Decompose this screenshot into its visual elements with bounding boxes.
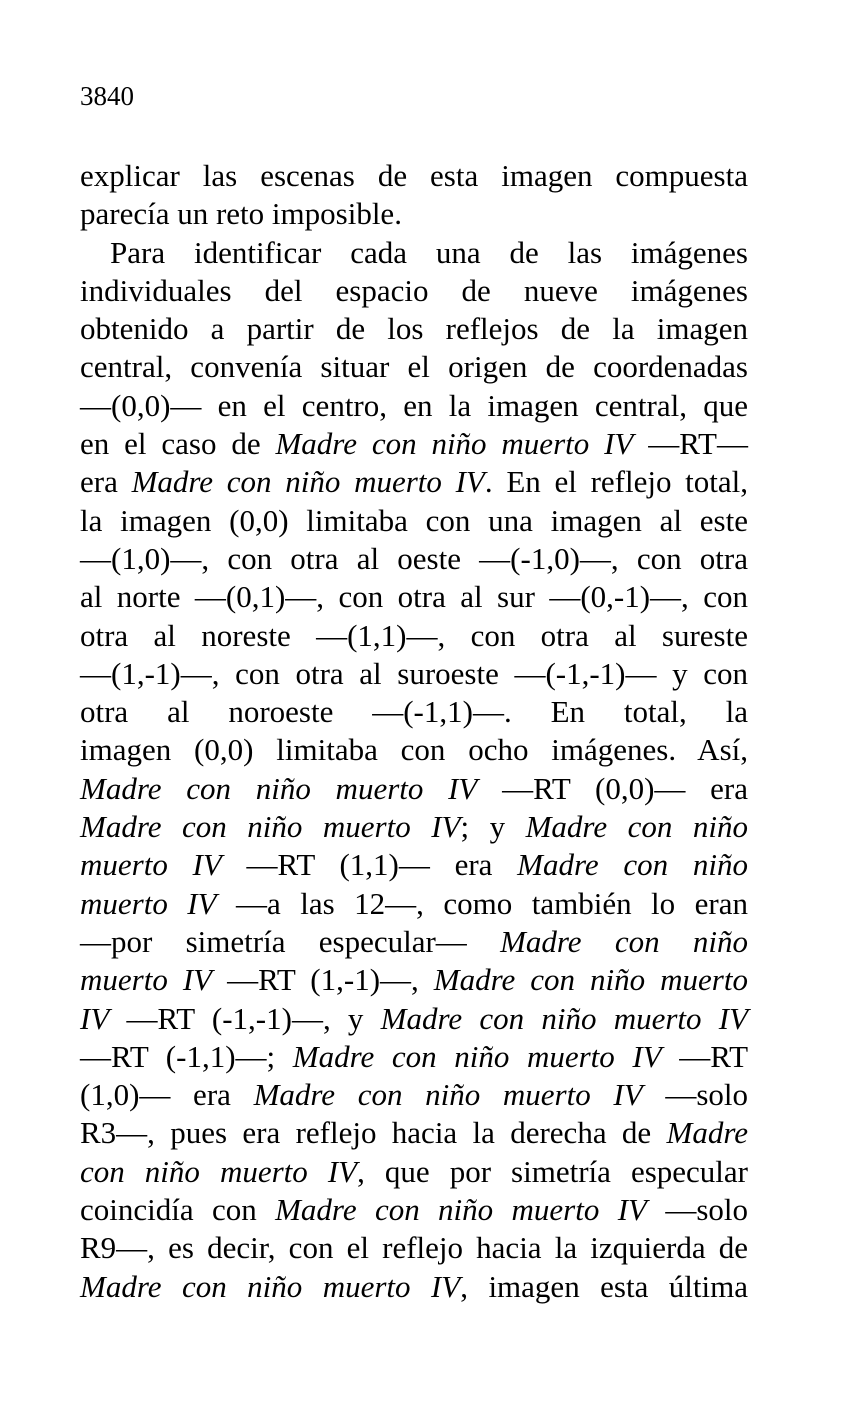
text-segment: en el caso de: [80, 426, 276, 462]
italic-title-segment: Madre con niño muerto IV: [292, 1038, 662, 1074]
text-segment: al norte —(0,1)—, con otra al sur —(0,-1)—, con: [80, 579, 748, 615]
text-segment: otra al noreste —(1,1)—, con otra al sureste: [80, 617, 748, 653]
text-line: [80, 463, 748, 501]
page-number: 3840: [80, 81, 134, 111]
italic-title-segment: muerto IV: [80, 962, 213, 998]
text-segment: —solo: [642, 1077, 748, 1113]
text-segment: —solo: [646, 1192, 748, 1228]
text-segment: —a las 12—, como también lo eran: [216, 885, 748, 921]
text-segment: —(0,0)— en el centro, en la imagen central, que: [80, 387, 748, 423]
text-line: [80, 502, 748, 540]
text-segment: R3—, pues era reflejo hacia la derecha de: [80, 1115, 667, 1151]
text-segment: , que por simetría especular: [357, 1153, 748, 1189]
text-segment: la imagen (0,0) limitaba con una imagen al este: [80, 502, 748, 538]
italic-title-segment: Madre con niño muerto IV: [253, 1077, 643, 1113]
text-line: [80, 348, 748, 386]
text-line: [80, 1268, 748, 1306]
text-segment: parecía un reto imposible.: [80, 196, 402, 232]
text-line: [80, 1038, 748, 1076]
italic-title-segment: Madre con niño muerto IV: [80, 770, 478, 806]
text-segment: —RT—: [633, 426, 748, 462]
text-segment: R9—, es decir, con el reflejo hacia la izquierda de: [80, 1230, 748, 1266]
italic-title-segment: Madre con niño: [517, 847, 748, 883]
text-line: [80, 885, 748, 923]
italic-title-segment: Madre con niño muerto IV: [131, 464, 485, 500]
text-line: [80, 234, 748, 272]
italic-title-segment: Madre con niño muerto IV: [80, 1268, 461, 1304]
text-line: [80, 425, 748, 463]
text-segment: —(1,0)—, con otra al oeste —(-1,0)—, con otra: [80, 540, 748, 576]
text-line: [80, 770, 748, 808]
text-segment: (1,0)— era: [80, 1077, 254, 1113]
text-line: [80, 1076, 748, 1114]
text-line: [80, 272, 748, 310]
text-segment: era: [80, 464, 132, 500]
text-segment: —RT: [661, 1038, 748, 1074]
text-segment: —RT (-1,-1)—, y: [109, 1000, 381, 1036]
text-segment: . En el reflejo total,: [484, 464, 749, 500]
italic-title-segment: Madre con niño muerto IV: [275, 1192, 647, 1228]
text-line: [80, 578, 748, 616]
text-line: [80, 617, 748, 655]
text-segment: coincidía con: [80, 1192, 276, 1228]
text-line: [80, 1229, 748, 1267]
text-line: [80, 157, 748, 195]
text-line: [80, 1191, 748, 1229]
text-line: [80, 846, 748, 884]
text-line: [80, 808, 748, 846]
text-segment: —RT (1,-1)—,: [212, 962, 434, 998]
italic-title-segment: con niño muerto IV: [80, 1153, 358, 1189]
italic-title-segment: muerto IV: [80, 885, 217, 921]
text-line: [80, 655, 748, 693]
text-line: [80, 693, 748, 731]
italic-title-segment: Madre con niño muerto IV: [275, 426, 634, 462]
body-text: [80, 157, 748, 1306]
italic-title-segment: Madre: [666, 1115, 748, 1151]
text-segment: individuales del espacio de nueve imágenes: [80, 272, 748, 308]
text-segment: —RT (0,0)— era: [477, 770, 748, 806]
text-segment: explicar las escenas de esta imagen compuesta: [80, 158, 748, 193]
italic-title-segment: Madre con niño: [500, 923, 748, 959]
text-line: [80, 1153, 748, 1191]
text-segment: —RT (1,1)— era: [221, 847, 518, 883]
text-line: [80, 731, 748, 769]
text-line: [80, 195, 748, 233]
italic-title-segment: Madre con niño: [525, 809, 748, 845]
italic-title-segment: Madre con niño muerto IV: [80, 809, 461, 845]
text-line: [80, 923, 748, 961]
text-segment: ; y: [460, 809, 526, 845]
text-segment: , imagen esta última: [460, 1268, 748, 1304]
text-segment: —(1,-1)—, con otra al suroeste —(-1,-1)— y con: [80, 655, 748, 691]
italic-title-segment: Madre con niño muerto: [433, 962, 748, 998]
text-segment: central, convenía situar el origen de coordenadas: [80, 349, 748, 385]
text-line: [80, 1114, 748, 1152]
italic-title-segment: muerto IV: [80, 847, 222, 883]
text-line: [80, 961, 748, 999]
text-line: [80, 540, 748, 578]
text-segment: —RT (-1,1)—;: [80, 1038, 293, 1074]
text-line: [80, 310, 748, 348]
italic-title-segment: IV: [80, 1000, 110, 1036]
text-segment: —por simetría especular—: [80, 923, 501, 959]
text-line: [80, 1000, 748, 1038]
text-segment: otra al noroeste —(-1,1)—. En total, la: [80, 694, 748, 730]
text-segment: Para identificar cada una de las imágenes: [110, 234, 748, 270]
text-segment: imagen (0,0) limitaba con ocho imágenes. Así,: [80, 732, 748, 768]
italic-title-segment: Madre con niño muerto IV: [380, 1000, 749, 1036]
text-segment: obtenido a partir de los reflejos de la imagen: [80, 311, 748, 347]
text-line: [80, 387, 748, 425]
